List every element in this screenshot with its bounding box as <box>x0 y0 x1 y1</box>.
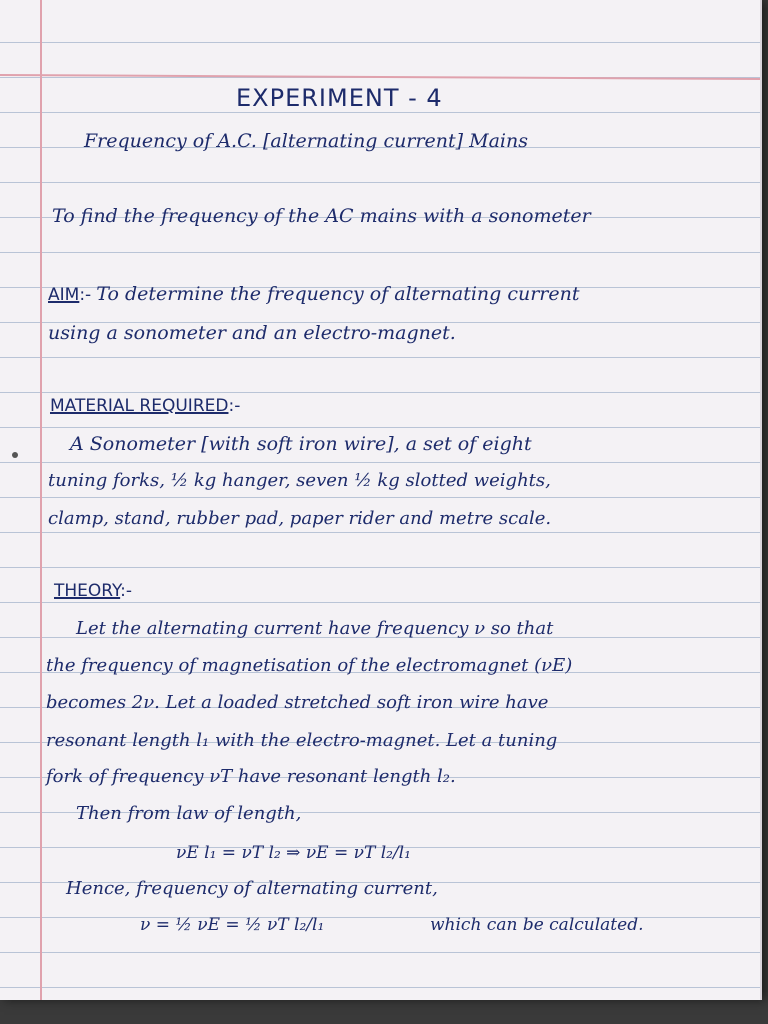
material-sep: :- <box>228 396 241 416</box>
theory-line-5: fork of frequency νT have resonant length l₂. <box>46 766 456 787</box>
header-rule <box>0 74 760 80</box>
material-line-2: tuning forks, ½ kg hanger, seven ½ kg slotted weights, <box>48 470 551 491</box>
theory-heading-line <box>54 581 132 601</box>
equation-1: νE l₁ = νT l₂ ⇒ νE = νT l₂/l₁ <box>176 843 411 863</box>
aim-line-1 <box>48 283 580 305</box>
theory-line-3: becomes 2ν. Let a loaded stretched soft iron wire have <box>46 692 549 713</box>
equation-2-note: which can be calculated. <box>430 915 644 935</box>
theory-heading: THEORY <box>54 581 121 601</box>
equation-2: ν = ½ νE = ½ νT l₂/l₁ <box>140 915 325 935</box>
aim-label: AIM <box>48 285 80 305</box>
material-heading-line <box>50 396 240 416</box>
experiment-title: EXPERIMENT - 4 <box>236 84 443 112</box>
punch-mark <box>12 452 18 458</box>
material-line-1: A Sonometer [with soft iron wire], a set of eight <box>70 433 532 455</box>
material-line-3: clamp, stand, rubber pad, paper rider and metre scale. <box>48 508 552 529</box>
material-heading: MATERIAL REQUIRED <box>50 396 229 416</box>
aim-text-2: using a sonometer and an electro-magnet. <box>48 322 456 344</box>
aim-text-1: To determine the frequency of alternating current <box>96 283 580 305</box>
theory-line-1: Let the alternating current have frequency ν so that <box>76 618 554 639</box>
aim-sep: :- <box>79 285 92 305</box>
subtitle: Frequency of A.C. [alternating current] Mains <box>84 130 528 152</box>
theory-line-6: Then from law of length, <box>76 803 302 824</box>
theory-line-2: the frequency of magnetisation of the electromagnet (νE) <box>46 655 573 676</box>
theory-sep: :- <box>120 581 133 601</box>
objective: To find the frequency of the AC mains with a sonometer <box>52 205 591 227</box>
hence-line: Hence, frequency of alternating current, <box>66 878 438 899</box>
theory-line-4: resonant length l₁ with the electro-magnet. Let a tuning <box>46 730 558 751</box>
margin-line <box>40 0 42 1000</box>
